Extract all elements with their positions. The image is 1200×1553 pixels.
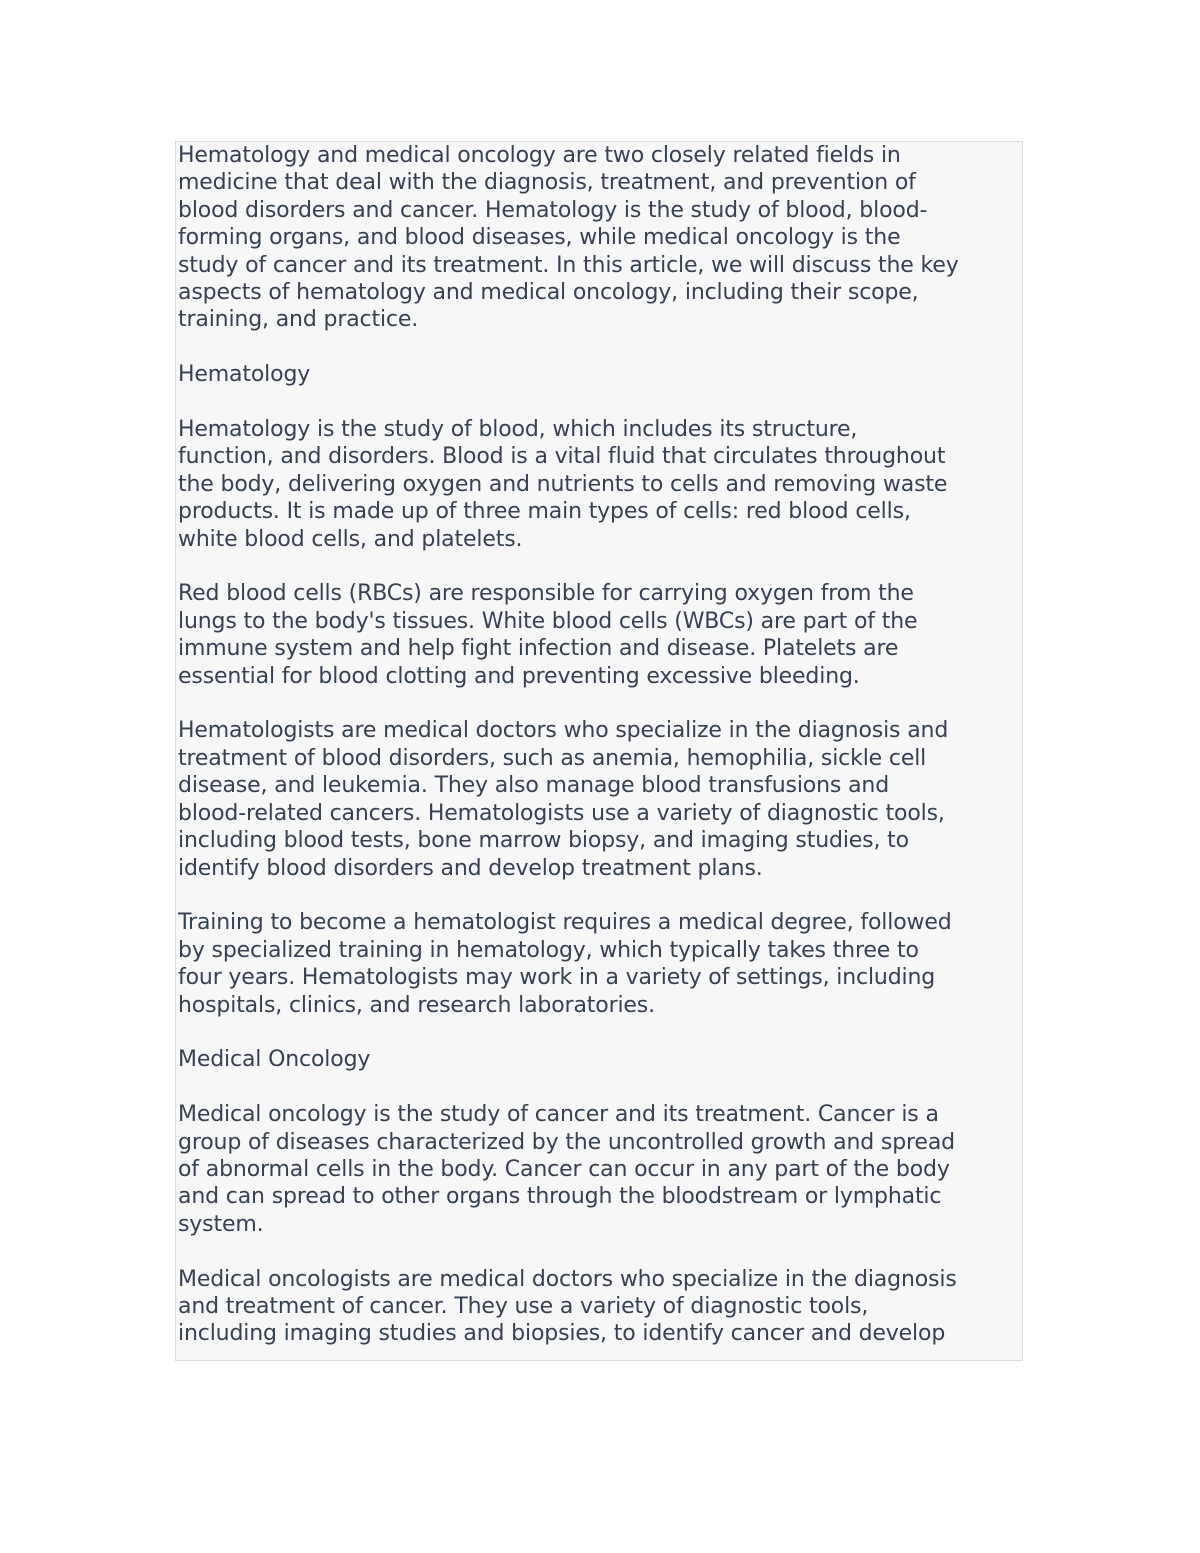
section-heading-oncology: Medical Oncology <box>178 1047 371 1073</box>
hematology-paragraph-4: Training to become a hematologist requires a medical degree, followed by specialized training in hematology, which typically takes three to four years. Hematologists may work in a variety of settings, including hospitals, clinics, and research laboratories. <box>178 910 952 1018</box>
article-text-box <box>175 141 1023 1361</box>
hematology-paragraph-3: Hematologists are medical doctors who specialize in the diagnosis and treatment of blood disorders, such as anemia, hemophilia, sickle cell disease, and leukemia. They also manage blood transfusions and blood-related cancers. Hematologists use a variety of diagnostic tools, including blood tests, bone marrow biopsy, and imaging studies, to identify blood disorders and develop treatment plans. <box>178 718 949 881</box>
section-heading-hematology: Hematology <box>178 362 311 388</box>
intro-paragraph: Hematology and medical oncology are two closely related fields in medicine that deal with the diagnosis, treatment, and prevention of blood disorders and cancer. Hematology is the study of blood, blood- forming organs, and blood diseases, while medical oncology is the study of cancer and its treatment. In this article, we will discuss the key aspects of hematology and medical oncology, including their scope, training, and practice. <box>178 143 959 333</box>
oncology-paragraph-1: Medical oncology is the study of cancer and its treatment. Cancer is a group of diseases characterized by the uncontrolled growth and spread of abnormal cells in the body. Cancer can occur in any part of the body and can spread to other organs through the bloodstream or lymphatic system. <box>178 1102 955 1237</box>
hematology-paragraph-1: Hematology is the study of blood, which includes its structure, function, and disorders. Blood is a vital fluid that circulates throughout the body, delivering oxygen and nutrients to cells and removing waste products. It is made up of three main types of cells: red blood cells, white blood cells, and platelets. <box>178 417 948 552</box>
oncology-paragraph-2: Medical oncologists are medical doctors who specialize in the diagnosis and treatment of cancer. They use a variety of diagnostic tools, including imaging studies and biopsies, to identify cancer and develop <box>178 1266 957 1347</box>
hematology-paragraph-2: Red blood cells (RBCs) are responsible for carrying oxygen from the lungs to the body's tissues. White blood cells (WBCs) are part of the immune system and help fight infection and disease. Platelets are essential for blood clotting and preventing excessive bleeding. <box>178 581 918 689</box>
